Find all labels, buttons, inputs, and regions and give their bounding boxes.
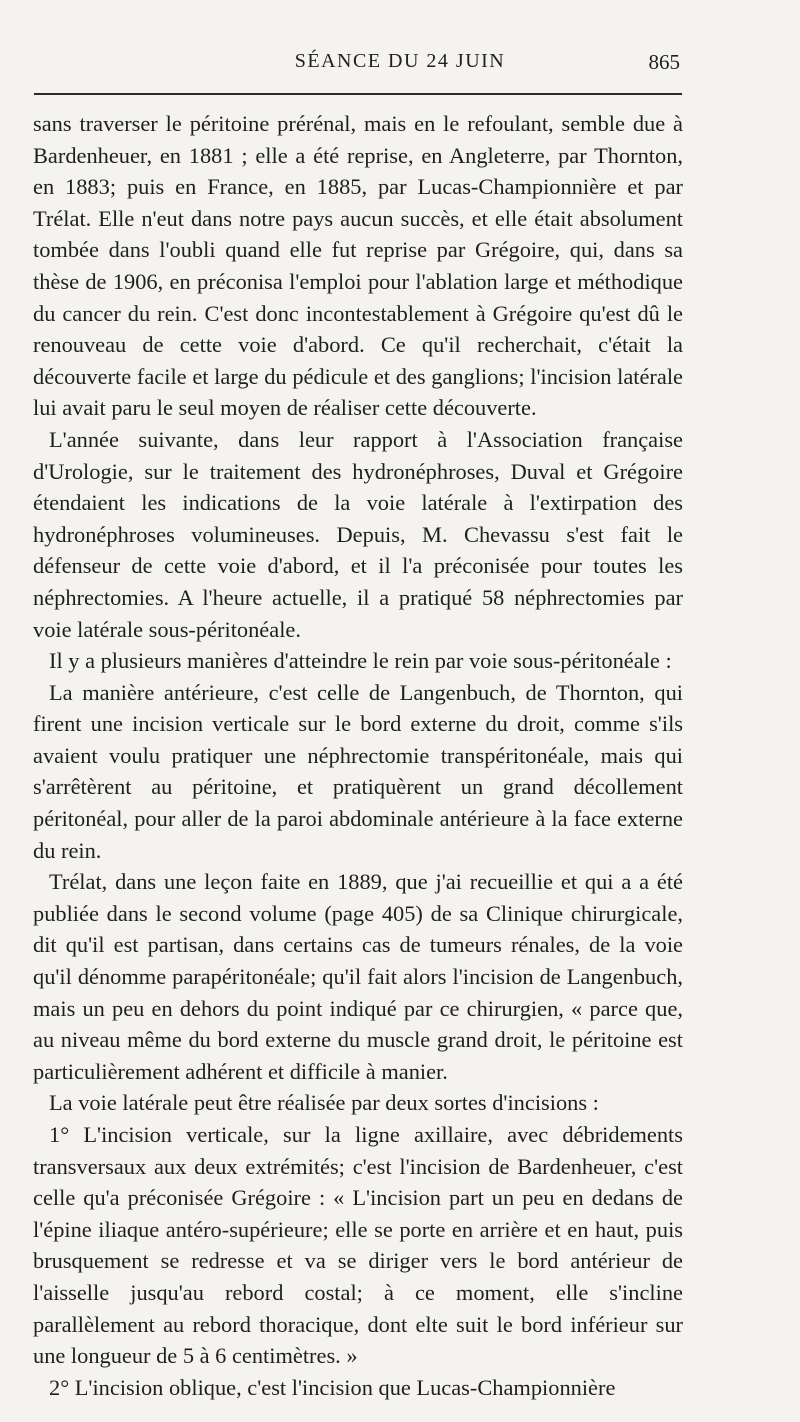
- paragraph: sans traverser le péritoine prérénal, mais en le refoulant, semble due à Bardenheuer, en 1881 ; elle a été reprise, en Angleterre, par Thornton, en 1883; puis en France, en 1885, par Lucas-Championnière et par Trélat. Elle n'eut dans notre pays aucun succès, et elle était absolument tombée dans l'oubli quand elle fut reprise par Grégoire, qui, dans sa thèse de 1906, en préconisa l'emploi pour l'ablation large et méthodique du cancer du rein. C'est donc incontestablement à Grégoire qu'est dû le renouveau de cette voie d'abord. Ce qu'il recherchait, c'était la découverte facile et large du pédicule et des ganglions; l'incision latérale lui avait paru le seul moyen de réaliser cette découverte.: [33, 111, 683, 421]
- paragraph: La manière antérieure, c'est celle de Langenbuch, de Thornton, qui firent une incision verticale sur le bord externe du droit, comme s'ils avaient voulu pratiquer une néphrectomie transpéritonéale, mais qui s'arrêtèrent au péritoine, et pratiquèrent un grand décollement péritonéal, pour aller de la paroi abdominale antérieure à la face externe du rein.: [33, 679, 683, 863]
- paragraph: Trélat, dans une leçon faite en 1889, que j'ai recueillie et qui a a été publiée dans le second volume (page 405) de sa Clinique chirurgicale, dit qu'il est partisan, dans certains cas de tumeurs rénales, de la voie qu'il dénomme parapéritonéale; qu'il fait alors l'incision de Langenbuch, mais un peu en dehors du point indiqué par ce chirurgien, « parce que, au niveau même du bord externe du muscle grand droit, le péritoine est particulièrement adhérent et difficile à manier.: [33, 869, 683, 1084]
- page-header: [0, 50, 800, 80]
- header-rule: [34, 93, 682, 95]
- paragraph: L'année suivante, dans leur rapport à l'Association française d'Urologie, sur le traitement des hydronéphroses, Duval et Grégoire étendaient les indications de la voie latérale à l'extirpation des hydronéphroses volumineuses. Depuis, M. Chevassu s'est fait le défenseur de cette voie d'abord, et il l'a préconisée pour toutes les néphrectomies. A l'heure actuelle, il a pratiqué 58 néphrectomies par voie latérale sous-péritonéale.: [33, 426, 683, 642]
- paragraph: 1° L'incision verticale, sur la ligne axillaire, avec débridements transversaux aux deux extrémités; c'est l'incision de Bardenheuer, c'est celle qu'a préconisée Grégoire : « L'incision part un peu en dedans de l'épine iliaque antéro-supérieure; elle se porte en arrière et en haut, puis brusquement se redresse et va se diriger vers le bord antérieur de l'aisselle jusqu'au rebord costal; à ce moment, elle s'incline parallèlement au rebord thoracique, dont elte suit le bord inférieur sur une longueur de 5 à 6 centimètres. »: [33, 1122, 683, 1369]
- paragraph: 2° L'incision oblique, c'est l'incision que Lucas-Championnière: [49, 1374, 616, 1400]
- body-text: [33, 108, 683, 1403]
- running-title: SÉANCE DU 24 JUIN: [294, 50, 506, 72]
- page-number: 865: [648, 50, 680, 74]
- paragraph: La voie latérale peut être réalisée par deux sortes d'incisions :: [49, 1090, 599, 1116]
- paragraph: Il y a plusieurs manières d'atteindre le rein par voie sous-péritonéale :: [49, 648, 672, 674]
